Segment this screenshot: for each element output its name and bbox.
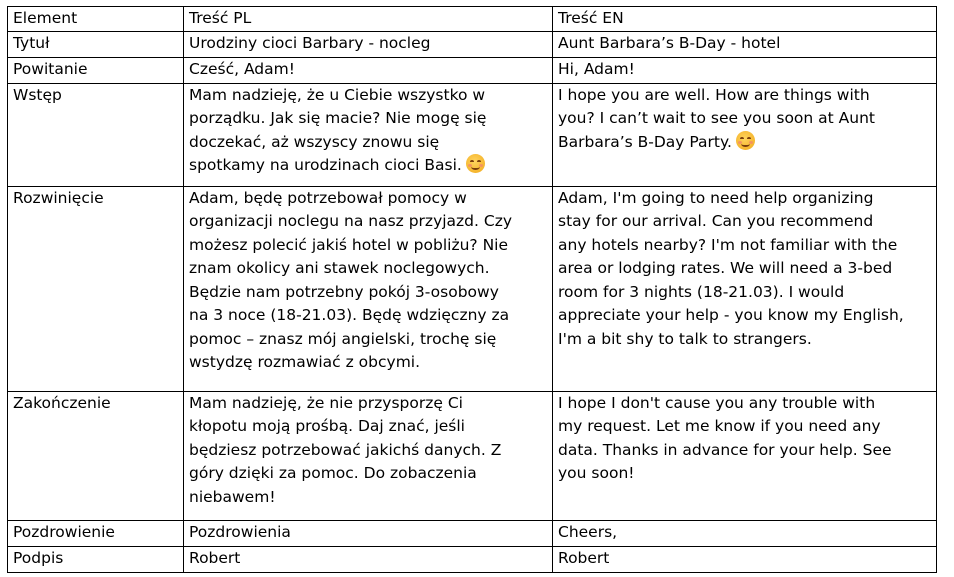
table-row-closing [8,391,937,520]
row-label: Wstęp [8,83,184,186]
table-row-signature [8,546,937,572]
cell-en: I hope I don't cause you any trouble with my request. Let me know if you need any data. Thanks in advance for your help. See you soon! [553,391,937,520]
cell-pl: Robert [184,546,553,572]
smiling-face-icon [466,154,485,173]
table-row-regards [8,520,937,546]
row-label: Powitanie [8,57,184,83]
table-header-row [8,7,937,32]
cell-en: Hi, Adam! [553,57,937,83]
row-label: Podpis [8,546,184,572]
cell-pl: Adam, będę potrzebował pomocy w organizacji noclegu na nasz przyjazd. Czy możesz polecić jakiś hotel w pobliżu? Nie znam okolicy ani stawek noclegowych. Będzie nam potrzebny pokój 3-osobowy na 3 noce (18-21.03). Będę wdzięczny za pomoc – znasz mój angielski, trochę się wstydzę rozmawiać z obcymi. [184,186,553,391]
cell-pl: Cześć, Adam! [184,57,553,83]
table-row-title [8,31,937,57]
cell-pl: Urodziny cioci Barbary - nocleg [184,31,553,57]
header-en: Treść EN [553,7,937,32]
row-label: Rozwinięcie [8,186,184,391]
cell-en [553,83,937,186]
row-label: Zakończenie [8,391,184,520]
table-row-intro [8,83,937,186]
table-row-body [8,186,937,391]
email-translation-table [7,6,937,573]
cell-pl [184,83,553,186]
row-label: Tytuł [8,31,184,57]
cell-pl: Mam nadzieję, że nie przysporzę Ci kłopotu moją prośbą. Daj znać, jeśli będziesz potrzebować jakichś danych. Z góry dzięki za pomoc. Do zobaczenia niebawem! [184,391,553,520]
cell-en: Robert [553,546,937,572]
smiling-face-icon [736,131,755,150]
cell-en-text: I hope you are well. How are things with you? I can’t wait to see you soon at Aunt Barbara’s B-Day Party. [558,85,875,151]
cell-en: Adam, I'm going to need help organizing stay for our arrival. Can you recommend any hotels nearby? I'm not familiar with the area or lodging rates. We will need a 3-bed room for 3 nights (18-21.03). I would appreciate your help - you know my English, I'm a bit shy to talk to strangers. [553,186,937,391]
cell-en: Aunt Barbara’s B-Day - hotel [553,31,937,57]
table-row-greeting [8,57,937,83]
cell-en: Cheers, [553,520,937,546]
cell-pl-text: Mam nadzieję, że u Ciebie wszystko w porządku. Jak się macie? Nie mogę się doczekać, aż wszyscy znowu się spotkamy na urodzinach cioci Basi. [189,85,487,174]
header-pl: Treść PL [184,7,553,32]
row-label: Pozdrowienie [8,520,184,546]
header-element: Element [8,7,184,32]
cell-pl: Pozdrowienia [184,520,553,546]
